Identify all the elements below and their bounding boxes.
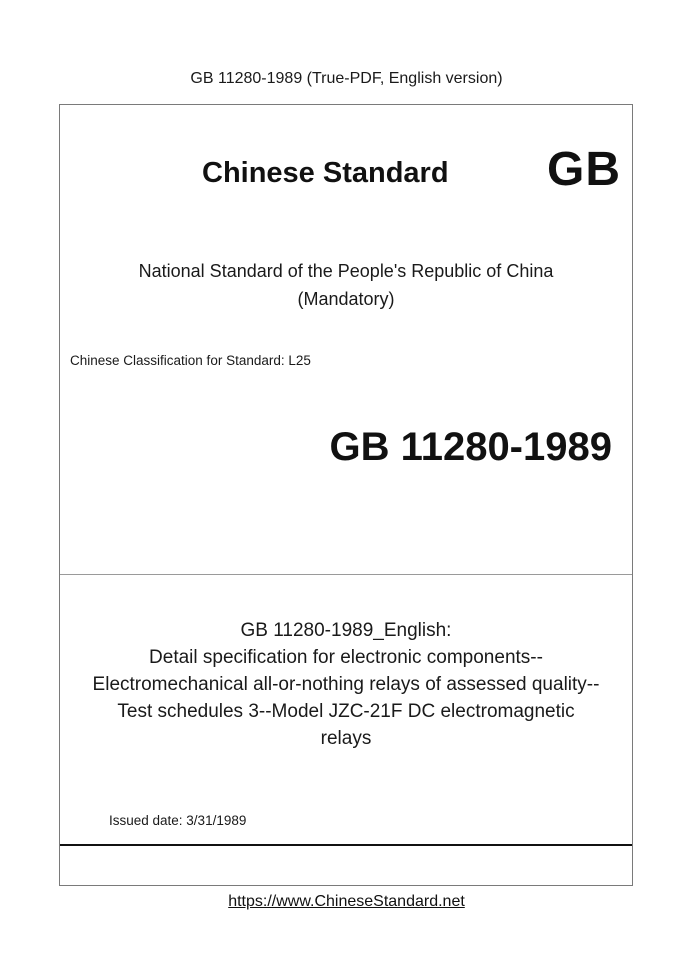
national-standard-statement — [60, 257, 632, 313]
national-line-2: (Mandatory) — [297, 289, 395, 309]
title-line-4: Test schedules 3--Model JZC-21F DC electromagnetic — [117, 701, 575, 722]
title-line-2: Detail specification for electronic components-- — [149, 647, 543, 668]
title-line-5: relays — [320, 728, 372, 749]
title-line-3: Electromechanical all-or-nothing relays of assessed quality-- — [92, 674, 600, 695]
chinese-standard-heading: Chinese Standard — [202, 157, 449, 189]
gb-badge: GB — [547, 143, 621, 196]
cover-title-section — [60, 575, 632, 846]
classification-text: Chinese Classification for Standard: L25 — [70, 353, 311, 368]
standard-number: GB 11280-1989 — [329, 425, 612, 469]
national-line-1: National Standard of the People's Republic of China — [138, 261, 554, 281]
standard-title — [60, 617, 632, 752]
title-line-1: GB 11280-1989_English: — [240, 620, 452, 641]
cover-bottom-section — [60, 846, 632, 885]
document-header: GB 11280-1989 (True-PDF, English version) — [190, 70, 503, 87]
website-link[interactable]: https://www.ChineseStandard.net — [228, 893, 465, 910]
cover-top-section — [60, 105, 632, 575]
cover-frame — [59, 104, 633, 886]
issued-date: Issued date: 3/31/1989 — [109, 813, 247, 828]
